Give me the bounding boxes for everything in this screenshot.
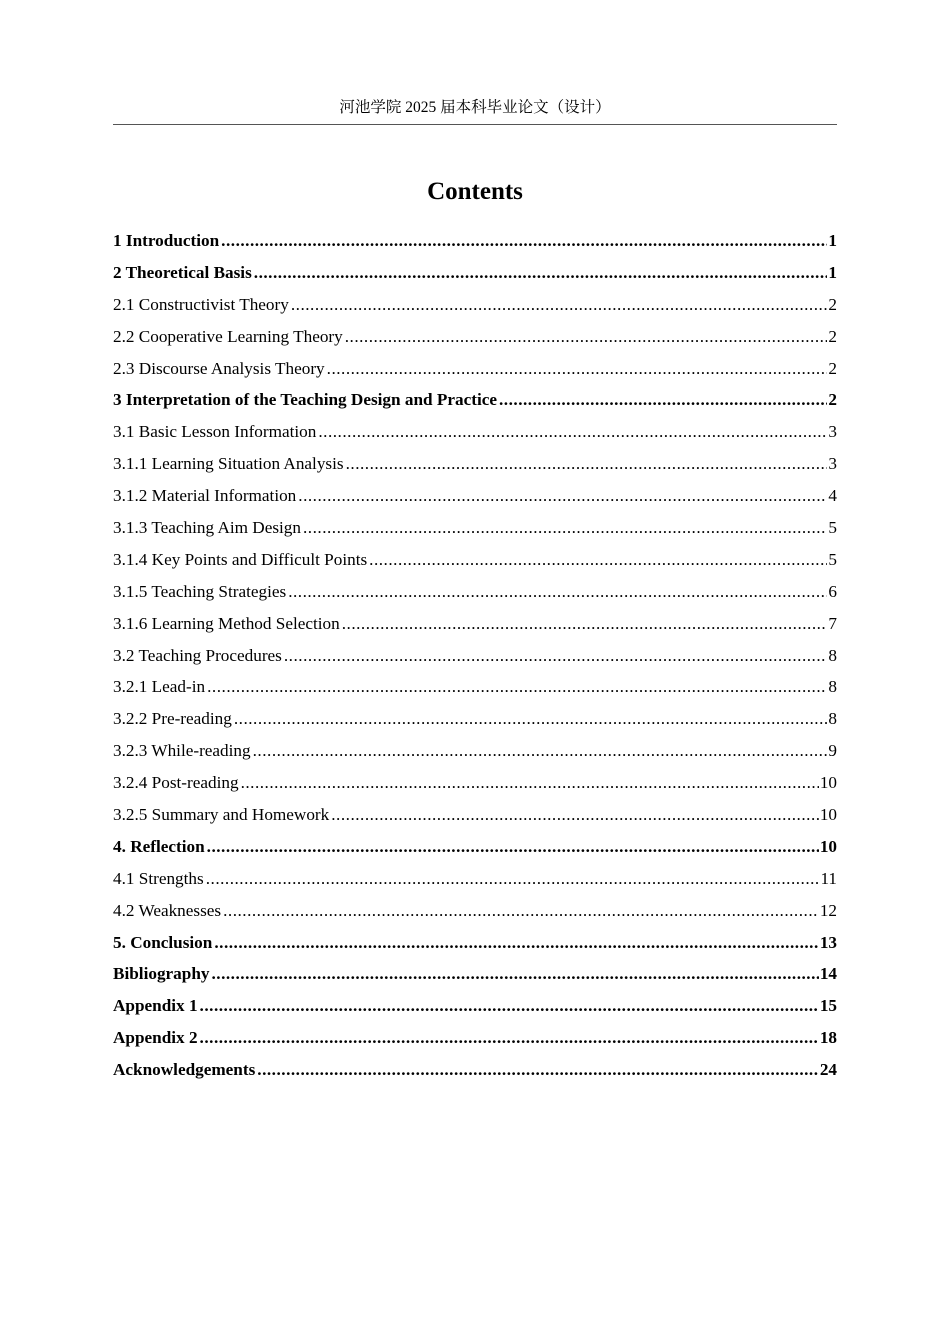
toc-leader-dots (223, 899, 819, 923)
toc-entry-label: 4.2 Weaknesses (113, 900, 222, 920)
toc-entry[interactable] (113, 420, 837, 452)
toc-entry-page-number: 12 (819, 900, 837, 920)
toc-entry-label: Appendix 1 (113, 996, 198, 1016)
toc-entry-label: 4. Reflection (113, 836, 205, 856)
toc-leader-dots (318, 420, 827, 444)
toc-entry-page-number: 2 (828, 326, 837, 346)
toc-entry[interactable] (113, 867, 837, 899)
toc-entry[interactable] (113, 1026, 837, 1058)
toc-entry[interactable] (113, 931, 837, 963)
toc-entry-label: 3.2 Teaching Procedures (113, 645, 282, 665)
toc-entry[interactable] (113, 994, 837, 1026)
toc-entry[interactable] (113, 739, 837, 771)
running-title: 河池学院 2025 届本科毕业论文（设计） (339, 99, 611, 116)
toc-leader-dots (257, 1058, 819, 1082)
toc-leader-dots (200, 994, 819, 1018)
toc-entry-page-number: 18 (819, 1028, 837, 1048)
toc-entry-page-number: 8 (828, 709, 837, 729)
toc-entry-page-number: 1 (828, 231, 837, 250)
toc-entry[interactable] (113, 962, 837, 994)
toc-entry-label: 3.1.2 Material Information (113, 486, 297, 506)
toc-title: Contents (427, 177, 523, 205)
toc-leader-dots (369, 548, 827, 572)
toc-entry-label: 3 Interpretation of the Teaching Design and Practice (113, 390, 497, 410)
toc-entry[interactable] (113, 261, 837, 293)
toc-entry-label: 1 Introduction (113, 231, 220, 250)
toc-entry[interactable] (113, 835, 837, 867)
toc-entry[interactable] (113, 325, 837, 357)
toc-entry-page-number: 10 (819, 773, 837, 793)
toc-leader-dots (303, 516, 827, 540)
toc-entry-label: 3.2.5 Summary and Homework (113, 805, 330, 825)
toc-entry-page-number: 9 (828, 741, 837, 761)
toc-entry-label: Bibliography (113, 964, 210, 984)
toc-entry[interactable] (113, 899, 837, 931)
toc-entry-label: 4.1 Strengths (113, 868, 204, 888)
toc-entry-page-number: 3 (828, 454, 837, 474)
toc-entry-page-number: 10 (819, 805, 837, 825)
toc-entry-label: Appendix 2 (113, 1028, 198, 1048)
toc-entry-label: 2.1 Constructivist Theory (113, 294, 289, 314)
toc-leader-dots (291, 293, 828, 317)
toc-leader-dots (214, 931, 818, 955)
toc-entry[interactable] (113, 516, 837, 548)
toc-entry[interactable] (113, 580, 837, 612)
toc-entry[interactable] (113, 484, 837, 516)
toc-entry-page-number: 2 (828, 358, 837, 378)
toc-entry[interactable] (113, 707, 837, 739)
toc-entry-page-number: 4 (828, 486, 837, 506)
toc-leader-dots (211, 962, 818, 986)
toc-entry-page-number: 24 (819, 1060, 837, 1080)
toc-entry-page-number: 1 (828, 262, 837, 282)
toc-entry-label: 3.1.1 Learning Situation Analysis (113, 454, 344, 474)
toc-entry-page-number: 13 (819, 932, 837, 952)
toc-entry-label: 5. Conclusion (113, 932, 213, 952)
toc-list (113, 229, 837, 1090)
toc-entry-label: 3.2.3 While-reading (113, 741, 251, 761)
toc-leader-dots (241, 771, 819, 795)
toc-entry-label: 3.1.3 Teaching Aim Design (113, 518, 301, 538)
toc-entry-page-number: 11 (820, 868, 837, 888)
toc-entry[interactable] (113, 771, 837, 803)
toc-leader-dots (207, 675, 827, 699)
toc-leader-dots (345, 325, 828, 349)
toc-entry-label: 3.2.4 Post-reading (113, 773, 239, 793)
toc-leader-dots (499, 388, 827, 412)
toc-entry[interactable] (113, 357, 837, 389)
toc-leader-dots (331, 803, 819, 827)
toc-entry[interactable] (113, 1058, 837, 1090)
toc-entry[interactable] (113, 644, 837, 676)
toc-entry-label: 3.1.4 Key Points and Difficult Points (113, 549, 368, 569)
toc-leader-dots (221, 229, 827, 253)
toc-entry-page-number: 15 (819, 996, 837, 1016)
toc-entry-page-number: 7 (828, 613, 837, 633)
toc-entry-page-number: 8 (828, 677, 837, 697)
toc-entry-label: 3.2.2 Pre-reading (113, 709, 232, 729)
toc-entry[interactable] (113, 612, 837, 644)
toc-entry[interactable] (113, 293, 837, 325)
toc-entry[interactable] (113, 452, 837, 484)
toc-entry-page-number: 5 (828, 518, 837, 538)
toc-entry-page-number: 3 (828, 422, 837, 442)
toc-entry[interactable] (113, 388, 837, 420)
toc-entry-page-number: 2 (828, 390, 837, 410)
toc-entry-label: 3.1.6 Learning Method Selection (113, 613, 340, 633)
toc-leader-dots (254, 261, 828, 285)
toc-entry[interactable] (113, 229, 837, 261)
toc-entry[interactable] (113, 548, 837, 580)
toc-entry-label: 3.2.1 Lead-in (113, 677, 206, 697)
toc-entry-label: 2.3 Discourse Analysis Theory (113, 358, 325, 378)
toc-entry-page-number: 2 (828, 294, 837, 314)
toc-entry-page-number: 10 (819, 836, 837, 856)
toc-entry-page-number: 8 (828, 645, 837, 665)
toc-leader-dots (207, 835, 819, 859)
toc-entry-page-number: 5 (828, 549, 837, 569)
toc-entry-page-number: 14 (819, 964, 837, 984)
toc-leader-dots (206, 867, 820, 891)
toc-entry-label: Acknowledgements (113, 1060, 256, 1080)
toc-leader-dots (327, 357, 828, 381)
toc-entry-label: 2 Theoretical Basis (113, 262, 252, 282)
toc-leader-dots (342, 612, 828, 636)
toc-entry-label: 3.1 Basic Lesson Information (113, 422, 317, 442)
toc-entry[interactable] (113, 675, 837, 707)
toc-leader-dots (234, 707, 828, 731)
toc-entry-label: 2.2 Cooperative Learning Theory (113, 326, 343, 346)
toc-entry-label: 3.1.5 Teaching Strategies (113, 581, 287, 601)
toc-leader-dots (288, 580, 827, 604)
toc-leader-dots (253, 739, 828, 763)
toc-entry[interactable] (113, 803, 837, 835)
page-header (113, 98, 837, 125)
toc-leader-dots (200, 1026, 819, 1050)
toc-entry-page-number: 6 (828, 581, 837, 601)
toc-leader-dots (346, 452, 828, 476)
toc-leader-dots (284, 644, 828, 668)
toc-leader-dots (298, 484, 827, 508)
